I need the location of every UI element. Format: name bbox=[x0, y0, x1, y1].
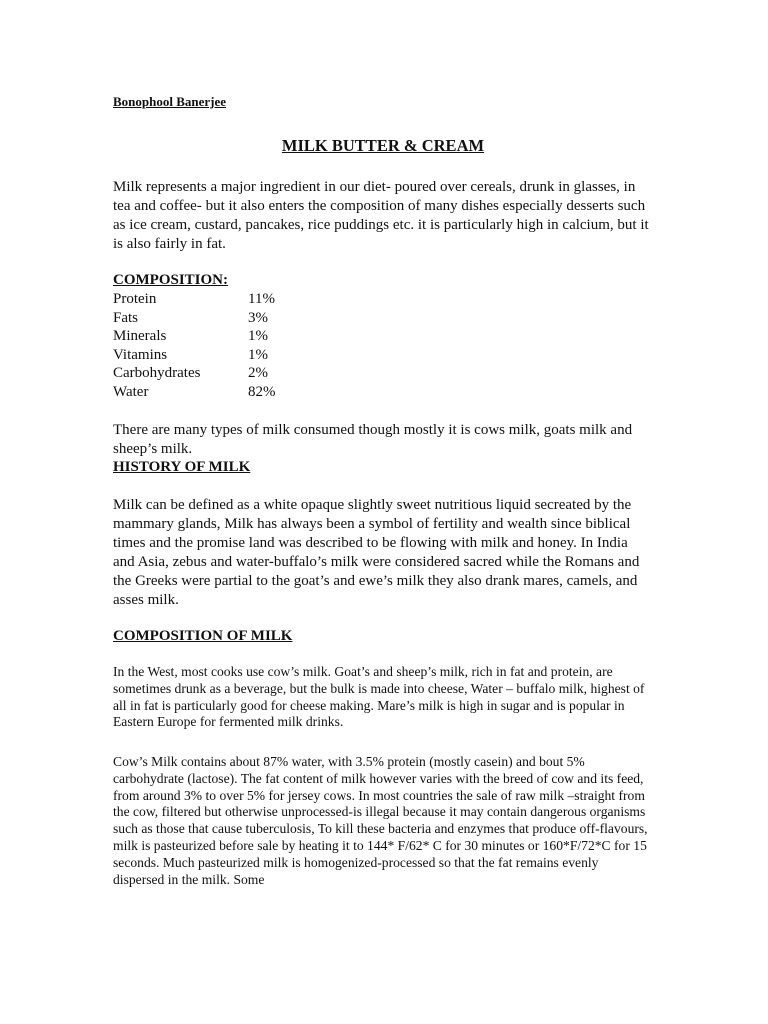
composition-row bbox=[113, 346, 276, 365]
composition-row bbox=[113, 364, 276, 383]
history-heading: HISTORY OF MILK bbox=[113, 459, 251, 475]
composition-value: 11% bbox=[248, 291, 275, 307]
composition-value: 82% bbox=[248, 383, 276, 400]
history-paragraph: Milk can be defined as a white opaque slightly sweet nutritious liquid secreated by the mammary glands, Milk has always been a symbol of fertility and wealth since biblical times and the promise land was described to be flowing with milk and honey. In India and Asia, zebus and water-buffalo’s milk were considered sacred while the Romans and the Greeks were partial to the goat’s and ewe’s milk they also drank mares, camels, and asses milk. bbox=[113, 497, 640, 608]
composition-value: 3% bbox=[248, 309, 268, 326]
composition-row bbox=[113, 309, 276, 328]
composition-row bbox=[113, 290, 276, 309]
cows-milk-paragraph: Cow’s Milk contains about 87% water, with 3.5% protein (mostly casein) and bout 5% carbohydrate (lactose). The fat content of milk however varies with the breed of cow and its feed, from around 3% to over 5% for jersey cows. In most countries the sale of raw milk –straight from the cow, filtered but otherwise unprocessed-is illegal because it may contain dangerous organisms such as those that cause tuberculosis, To kill these bacteria and enzymes that produce off-flavours, milk is pasteurized before sale by heating it to 144* F/62* C for 30 minutes or 160*F/72*C for 15 seconds. Much pasteurized milk is homogenized-processed so that the fat remains evenly dispersed in the milk. Some bbox=[113, 754, 648, 887]
composition-heading: COMPOSITION: bbox=[113, 272, 229, 288]
composition-name: Protein bbox=[113, 291, 157, 307]
composition-name: Minerals bbox=[113, 328, 167, 345]
composition-value: 2% bbox=[248, 365, 268, 382]
intro-paragraph: Milk represents a major ingredient in our diet- poured over cereals, drunk in glasses, in tea and coffee- but it also enters the composition of many dishes especially desserts such as ice cream, custard, pancakes, rice puddings etc. it is particularly high in calcium, but it is also fairly in fat. bbox=[113, 179, 649, 252]
composition-name: Fats bbox=[113, 309, 139, 326]
milk-types-paragraph: There are many types of milk consumed though mostly it is cows milk, goats milk and sheep’s milk. bbox=[113, 422, 633, 457]
document-title: MILK BUTTER & CREAM bbox=[281, 136, 485, 155]
composition-row bbox=[113, 327, 276, 346]
west-paragraph: In the West, most cooks use cow’s milk. Goat’s and sheep’s milk, rich in fat and protein, are sometimes drunk as a beverage, but the bulk is made into cheese, Water – buffalo milk, highest of all in fat is particularly good for cheese making. Mare’s milk is high in sugar and is popular in Eastern Europe for fermented milk drinks. bbox=[113, 664, 645, 730]
author-name: Bonophool Banerjee bbox=[113, 94, 227, 109]
composition-value: 1% bbox=[248, 346, 268, 363]
composition-name: Water bbox=[113, 383, 149, 400]
composition-of-milk-heading: COMPOSITION OF MILK bbox=[113, 628, 293, 644]
composition-name: Carbohydrates bbox=[113, 365, 201, 382]
composition-table bbox=[113, 290, 276, 402]
composition-name: Vitamins bbox=[113, 346, 168, 363]
composition-row bbox=[113, 383, 276, 402]
composition-value: 1% bbox=[248, 328, 268, 345]
